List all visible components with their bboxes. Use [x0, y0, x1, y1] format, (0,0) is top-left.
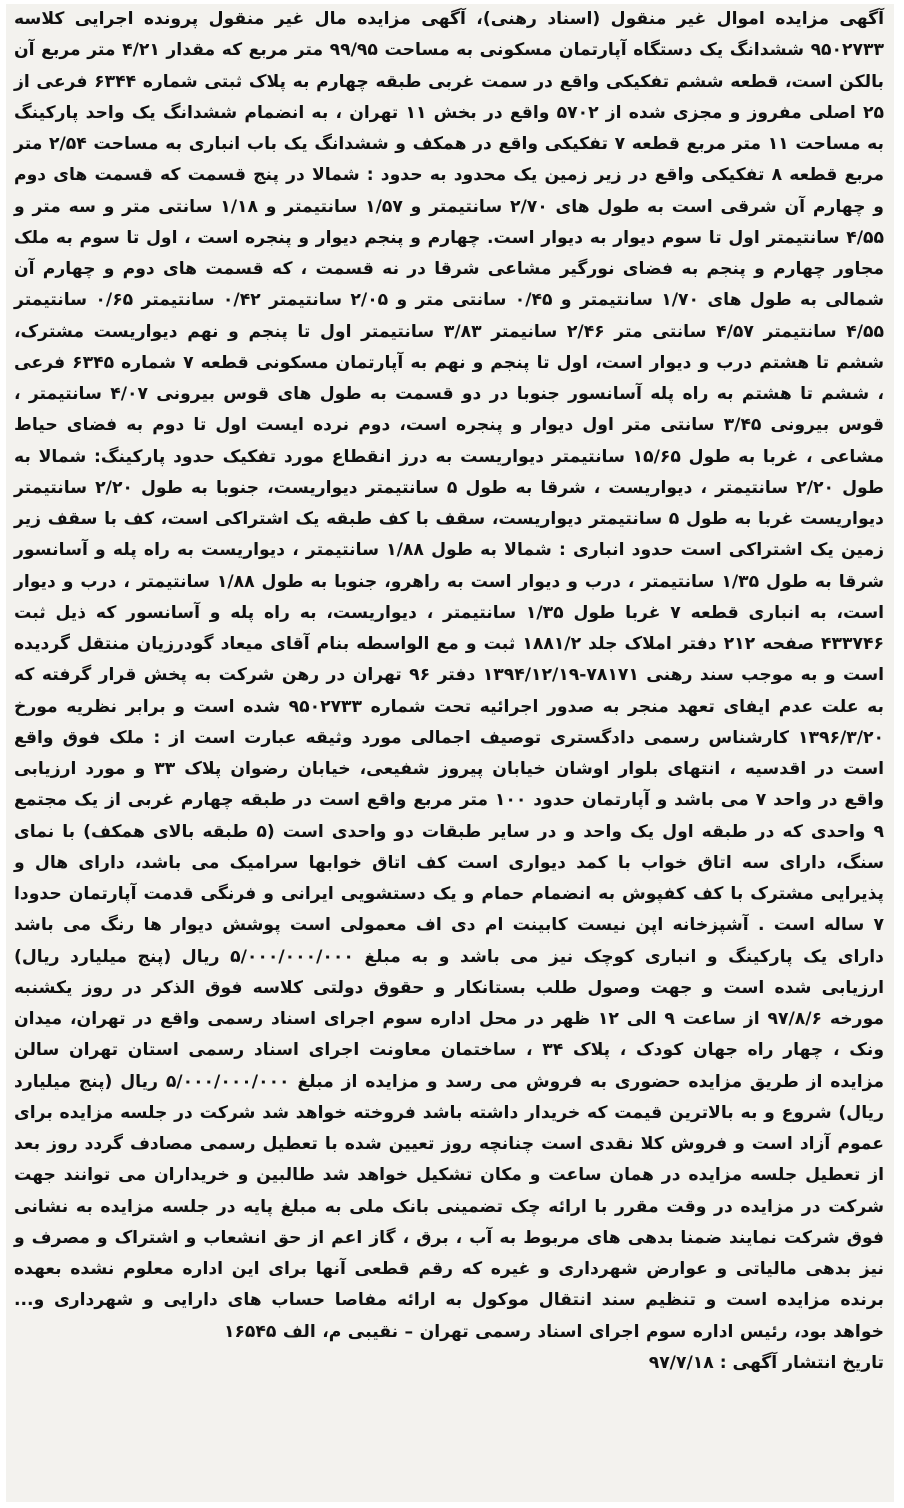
publish-date: تاریخ انتشار آگهی : ۹۷/۷/۱۸ [648, 1352, 884, 1373]
auction-notice [6, 4, 894, 1502]
notice-body-text: آگهی مزایده اموال غیر منقول (اسناد رهنی)، آگهی مزایده مال غیر منقول پرونده اجرایی کلاسه ۹۵۰۲۷۳۳ ششدانگ یک دستگاه آپارتمان مسکونی به مساحت ۹۹/۹۵ متر مربع که مقدار ۴/۲۱ متر مربع آن بالکن است، قطعه ششم تفکیکی واقع در سمت غربی طبقه چهارم به پلاک ثبتی شماره ۶۳۴۴ فرعی از ۲۵ اصلی مفروز و مجزی شده از ۵۷۰۲ واقع در بخش ۱۱ تهران ، به انضمام ششدانگ یک واحد پارکینگ به مساحت ۱۱ متر مربع قطعه ۷ تفکیکی واقع در همکف و ششدانگ یک باب انباری به مساحت ۲/۵۴ متر مربع قطعه ۸ تفکیکی واقع در زیر زمین یک محدود به حدود : شمالا در پنج قسمت که قسمت های دوم و چهارم آن شرقی است به طول های ۲/۷۰ سانتیمتر و ۱/۵۷ سانتیمتر و ۱/۱۸ سانتی متر و سه متر و ۴/۵۵ سانتیمتر اول تا سوم دیوار به دیوار است. چهارم و پنجم دیوار و پنجره است ، اول تا سوم به ملک مجاور چهارم و پنجم به فضای نورگیر مشاعی شرقا در نه قسمت ، که قسمت های دوم و چهارم آن شمالی به طول های ۱/۷۰ سانتیمتر و ۰/۴۵ سانتی متر و ۲/۰۵ سانتیمتر ۰/۴۲ سانتیمتر ۰/۶۵ سانتیمتر ۴/۵۵ سانتیمتر ۴/۵۷ سانتی متر ۲/۴۶ سانیمتر ۳/۸۳ سانتیمتر اول تا پنجم و نهم دیواریست مشترک، ششم تا هشتم درب و دیوار است، اول تا پنجم و نهم به آپارتمان مسکونی قطعه ۷ شماره ۶۳۴۵ فرعی ، ششم تا هشتم به راه پله آسانسور جنوبا در دو قسمت به طول های قوس بیرونی ۴/۰۷ سانتیمتر ، قوس بیرونی ۳/۴۵ سانتی متر اول دیوار و پنجره است، دوم نرده ایست اول تا دوم به فضای حیاط مشاعی ، غربا به طول ۱۵/۶۵ سانتیمتر دیواریست به درز انقطاع مورد تفکیک حدود پارکینگ: شمالا به طول ۲/۲۰ سانتیمتر ، دیواریست ، شرقا به طول ۵ سانتیمتر دیواریست، جنوبا به طول ۲/۲۰ سانتیمتر دیواریست غربا به طول ۵ سانتیمتر دیواریست، سقف با کف طبقه یک اشتراکی است، کف با سقف زیر زمین یک اشتراکی است حدود انباری : شمالا به طول ۱/۸۸ سانتیمتر ، دیواریست به راه پله و آسانسور شرقا به طول ۱/۳۵ سانتیمتر ، درب و دیوار است به راهرو، جنوبا به طول ۱/۸۸ سانتیمتر ، درب و دیوار است، به انباری قطعه ۷ غربا طول ۱/۳۵ سانتیمتر ، دیواریست، به راه پله و آسانسور که ذیل ثبت ۴۳۳۷۴۶ صفحه ۲۱۲ دفتر املاک جلد ۱۸۸۱/۲ ثبت و مع الواسطه بنام آقای میعاد گودرزیان منتقل گردیده است و به موجب سند رهنی ۷۸۱۷۱-۱۳۹۴/۱۲/۱۹ دفتر ۹۶ تهران در رهن شرکت به پخش قرار گرفته که به علت عدم ایفای تعهد منجر به صدور اجرائیه تحت شماره ۹۵۰۲۷۳۳ شده است و برابر نظریه مورخ ۱۳۹۶/۳/۲۰ کارشناس رسمی دادگستری توصیف اجمالی مورد وثیقه عبارت است از : ملک فوق واقع است در اقدسیه ، انتهای بلوار اوشان خیابان پیروز شفیعی، خیابان رضوان پلاک ۳۳ و مورد ارزیابی واقع در واحد ۷ می باشد و آپارتمان حدود ۱۰۰ متر مربع واقع است در طبقه چهارم غربی از یک مجتمع ۹ واحدی که در طبقه اول یک واحد و در سایر طبقات دو واحدی است (۵ طبقه بالای همکف) با نمای سنگ، دارای سه اتاق خواب با کمد دیواری است کف اتاق خوابها سرامیک می باشد، دارای هال و پذیرایی مشترک با کف کفپوش به انضمام حمام و یک دستشویی ایرانی و فرنگی قدمت آپارتمان حدودا ۷ ساله است . آشپزخانه اپن نیست کابینت ام دی اف معمولی است پوشش دیوار ها رنگ می باشد دارای یک پارکینگ و انباری کوچک نیز می باشد و به مبلغ ۵/۰۰۰/۰۰۰/۰۰۰ ریال (پنج میلیارد ریال) ارزیابی شده است و جهت وصول طلب بستانکار و حقوق دولتی کلاسه فوق الذکر در روز یکشنبه مورخه ۹۷/۸/۶ از ساعت ۹ الی ۱۲ ظهر در محل اداره سوم اجرای اسناد رسمی واقع در تهران، میدان ونک ، چهار راه جهان کودک ، پلاک ۳۴ ، ساختمان معاونت اجرای اسناد رسمی استان تهران سالن مزایده از طریق مزایده حضوری به فروش می رسد و مزایده از مبلغ ۵/۰۰۰/۰۰۰/۰۰۰ ریال (پنج میلیارد ریال) شروع و به بالاترین قیمت که خریدار داشته باشد فروخته خواهد شد شرکت در جلسه مزایده برای عموم آزاد است و فروش کلا نقدی است چنانچه روز تعیین شده با تعطیل رسمی مصادف گردد روز بعد از تعطیل جلسه مزایده در همان ساعت و مکان تشکیل خواهد شد طالبین و خریداران می توانند جهت شرکت در مزایده در وقت مقرر با ارائه چک تضمینی بانک ملی به مبلغ پایه در جلسه مزایده به نشانی فوق شرکت نمایند ضمنا بدهی های مربوط به آب ، برق ، گاز اعم از حق انشعاب و اشتراک و مصرف و نیز بدهی مالیاتی و عوارض شهرداری و غیره که رقم قطعی آنها برای این اداره معلوم نشده بعهده برنده مزایده است و تنظیم سند انتقال موکول به ارائه مفاصا حساب های دارایی و شهرداری و... خواهد بود، رئیس اداره سوم اجرای اسناد رسمی تهران – نقیبی م، الف ۱۶۵۴۵ [14, 9, 885, 1342]
